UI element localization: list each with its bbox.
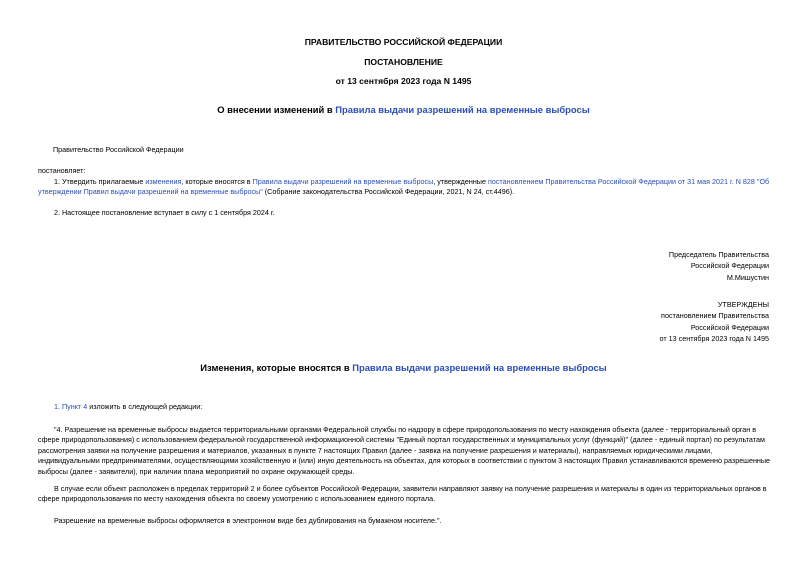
item-2-paragraph: 2. Настоящее постановление вступает в силу с 1 сентября 2024 г. bbox=[54, 208, 275, 217]
item-1-text-d: (Собрание законодательства Российской Федерации, 2021, N 24, ст.4496). bbox=[262, 187, 515, 197]
decrees-line: постановляет: bbox=[38, 166, 86, 175]
point-4-link[interactable]: 1. Пункт 4 bbox=[54, 402, 88, 411]
changes-heading bbox=[0, 362, 807, 373]
doc-type-heading: ПОСТАНОВЛЕНИЕ bbox=[364, 57, 443, 67]
document-title-prefix: О внесении изменений в bbox=[217, 104, 336, 115]
date-number-heading: от 13 сентября 2023 года N 1495 bbox=[335, 76, 472, 86]
approved-by: постановлением Правительства bbox=[661, 311, 769, 321]
document-title bbox=[0, 104, 807, 115]
quote-paragraph-3: Разрешение на временные выбросы оформляется в электронном виде без дублирования на бумажном носителе.". bbox=[54, 516, 442, 525]
approved-block bbox=[660, 299, 769, 345]
changes-link[interactable]: изменения bbox=[145, 177, 182, 186]
approved-label: УТВЕРЖДЕНЫ bbox=[717, 300, 769, 309]
signature-block bbox=[669, 249, 769, 283]
quote-paragraph-1: "4. Разрешение на временные выбросы выдается территориальными органами Федеральной службы по надзору в сфере природопользования по месту нахождения объекта (далее - территориальный орган в сфере природопользования) с использованием федеральной государственной информационной системы "Единый портал государственных и муниципальных услуг (функций)" (далее - единый портал) по результатам рассмотрения заявки на получение разрешения и материалов, указанных в пункте 7 настоящих Правил (далее - заявка на получение разрешения и материалы), направляемых юридическими лицами, индивидуальными предпринимателями, осуществляющими хозяйственную и (или) иную деятельность на объектах, для которых в соответствии с пунктом 3 настоящих Правил устанавливаются временно разрешенные выбросы (далее - заявители), при наличии плана мероприятий по охране окружающей среды. bbox=[38, 425, 771, 476]
org-heading: ПРАВИТЕЛЬСТВО РОССИЙСКОЙ ФЕДЕРАЦИИ bbox=[304, 37, 503, 47]
decree-828-link[interactable]: постановлением Правительства Российской Федерации от 31 мая 2021 г. N 828 bbox=[487, 177, 755, 186]
government-line: Правительство Российской Федерации bbox=[53, 145, 184, 154]
item-1-paragraph bbox=[38, 177, 773, 198]
changes-item-1 bbox=[54, 402, 202, 412]
changes-item-1-rest: изложить в следующей редакции: bbox=[87, 402, 203, 411]
item-1-text-c: , утвержденные bbox=[433, 177, 488, 186]
rules-link-changes[interactable]: Правила выдачи разрешений на временные выбросы bbox=[352, 362, 607, 373]
rules-link-title[interactable]: Правила выдачи разрешений на временные выбросы bbox=[335, 104, 590, 115]
signature-country: Российской Федерации bbox=[690, 261, 769, 271]
approved-date: от 13 сентября 2023 года N 1495 bbox=[659, 334, 769, 344]
decree-828-title-link[interactable]: "Об утверждении Правил выдачи разрешений на временные выбросы" bbox=[38, 177, 770, 197]
item-1-text-b: , которые вносятся в bbox=[181, 177, 253, 186]
item-1-text-a: 1. Утвердить прилагаемые bbox=[54, 177, 146, 186]
approved-country: Российской Федерации bbox=[690, 322, 769, 332]
quote-paragraph-2: В случае если объект расположен в пределах территорий 2 и более субъектов Российской Федерации, заявители направляют заявку на получение разрешения и материалы в один из территориальных органов в сфере природопользования по месту нахождения объекта по своему усмотрению с использованием единого портала. bbox=[38, 484, 767, 504]
changes-heading-prefix: Изменения, которые вносятся в bbox=[200, 362, 353, 373]
signature-position: Председатель Правительства bbox=[668, 250, 769, 259]
signature-name: М.Мишустин bbox=[726, 272, 769, 282]
rules-link-item1[interactable]: Правила выдачи разрешений на временные выбросы bbox=[252, 177, 434, 186]
